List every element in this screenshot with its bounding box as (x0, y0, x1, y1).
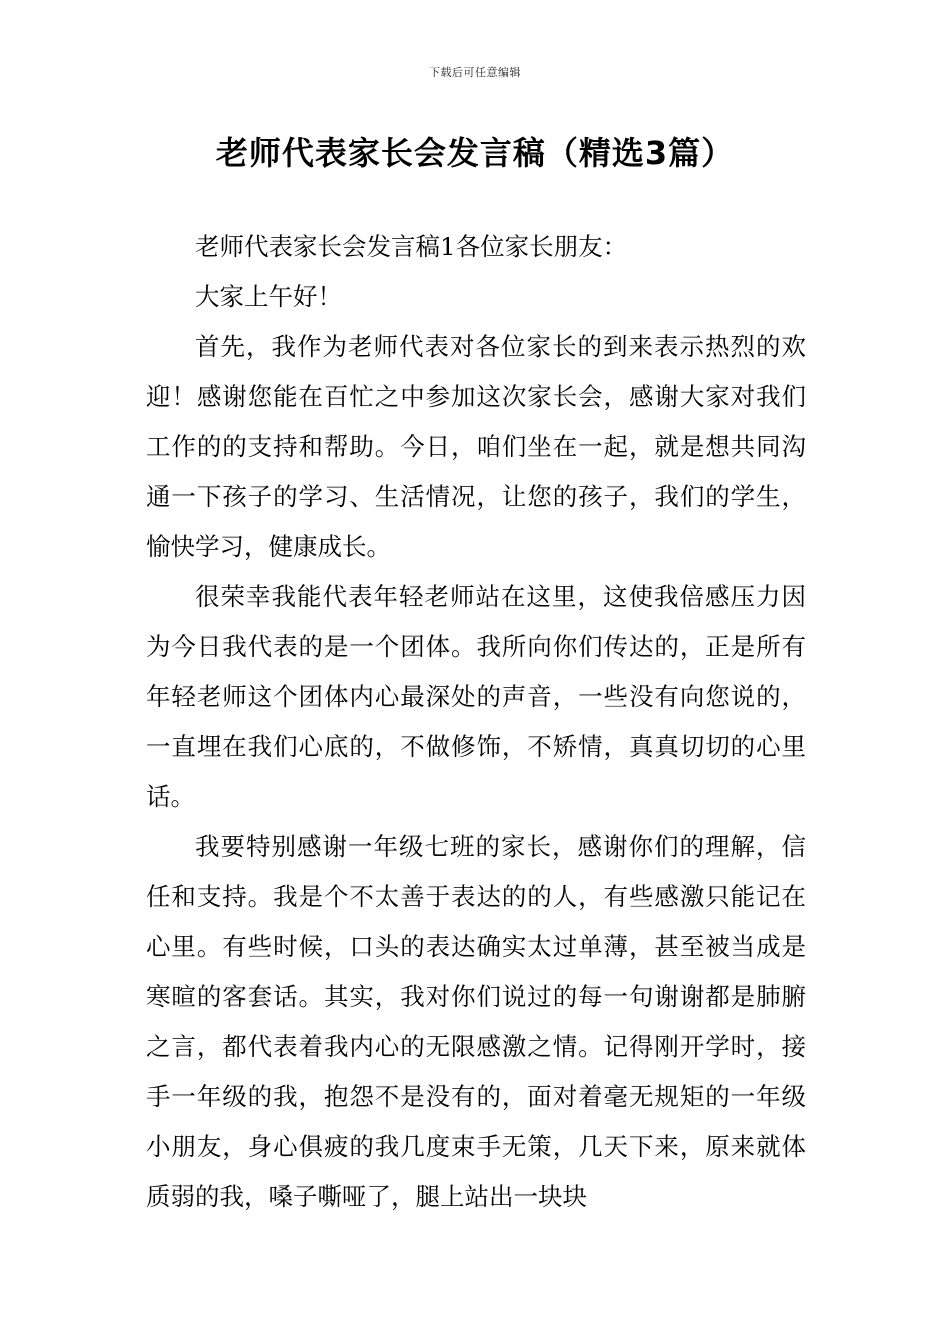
paragraph-2: 大家上午好！ (195, 282, 342, 311)
paragraph-3: 首先，我作为老师代表对各位家长的到来表示热烈的欢迎！感谢您能在百忙之中参加这次家长会，感谢大家对我们工作的的支持和帮助。今日，咱们坐在一起，就是想共同沟通一下孩子的学习、生活情况，让您的孩子，我们的学生，愉快学习，健康成长。 (146, 332, 806, 561)
document-body (146, 222, 806, 1222)
header-note: 下载后可任意编辑 (429, 66, 521, 79)
paragraph-4: 很荣幸我能代表年轻老师站在这里，这使我倍感压力因为今日我代表的是一个团体。我所向你们传达的，正是所有年轻老师这个团体内心最深处的声音，一些没有向您说的，一直埋在我们心底的，不做修饰，不矫情，真真切切的心里话。 (146, 582, 806, 811)
document-title: 老师代表家长会发言稿（精选3篇） (215, 134, 735, 172)
paragraph-5: 我要特别感谢一年级七班的家长，感谢你们的理解，信任和支持。我是个不太善于表达的的人，有些感激只能记在心里。有些时候，口头的表达确实太过单薄，甚至被当成是寒暄的客套话。其实，我对你们说过的每一句谢谢都是肺腑之言，都代表着我内心的无限感激之情。记得刚开学时，接手一年级的我，抱怨不是没有的，面对着毫无规矩的一年级小朋友，身心俱疲的我几度束手无策，几天下来，原来就体质弱的我，嗓子嘶哑了，腿上站出一块块 (146, 832, 806, 1211)
paragraph-1: 老师代表家长会发言稿1各位家长朋友： (195, 232, 628, 261)
